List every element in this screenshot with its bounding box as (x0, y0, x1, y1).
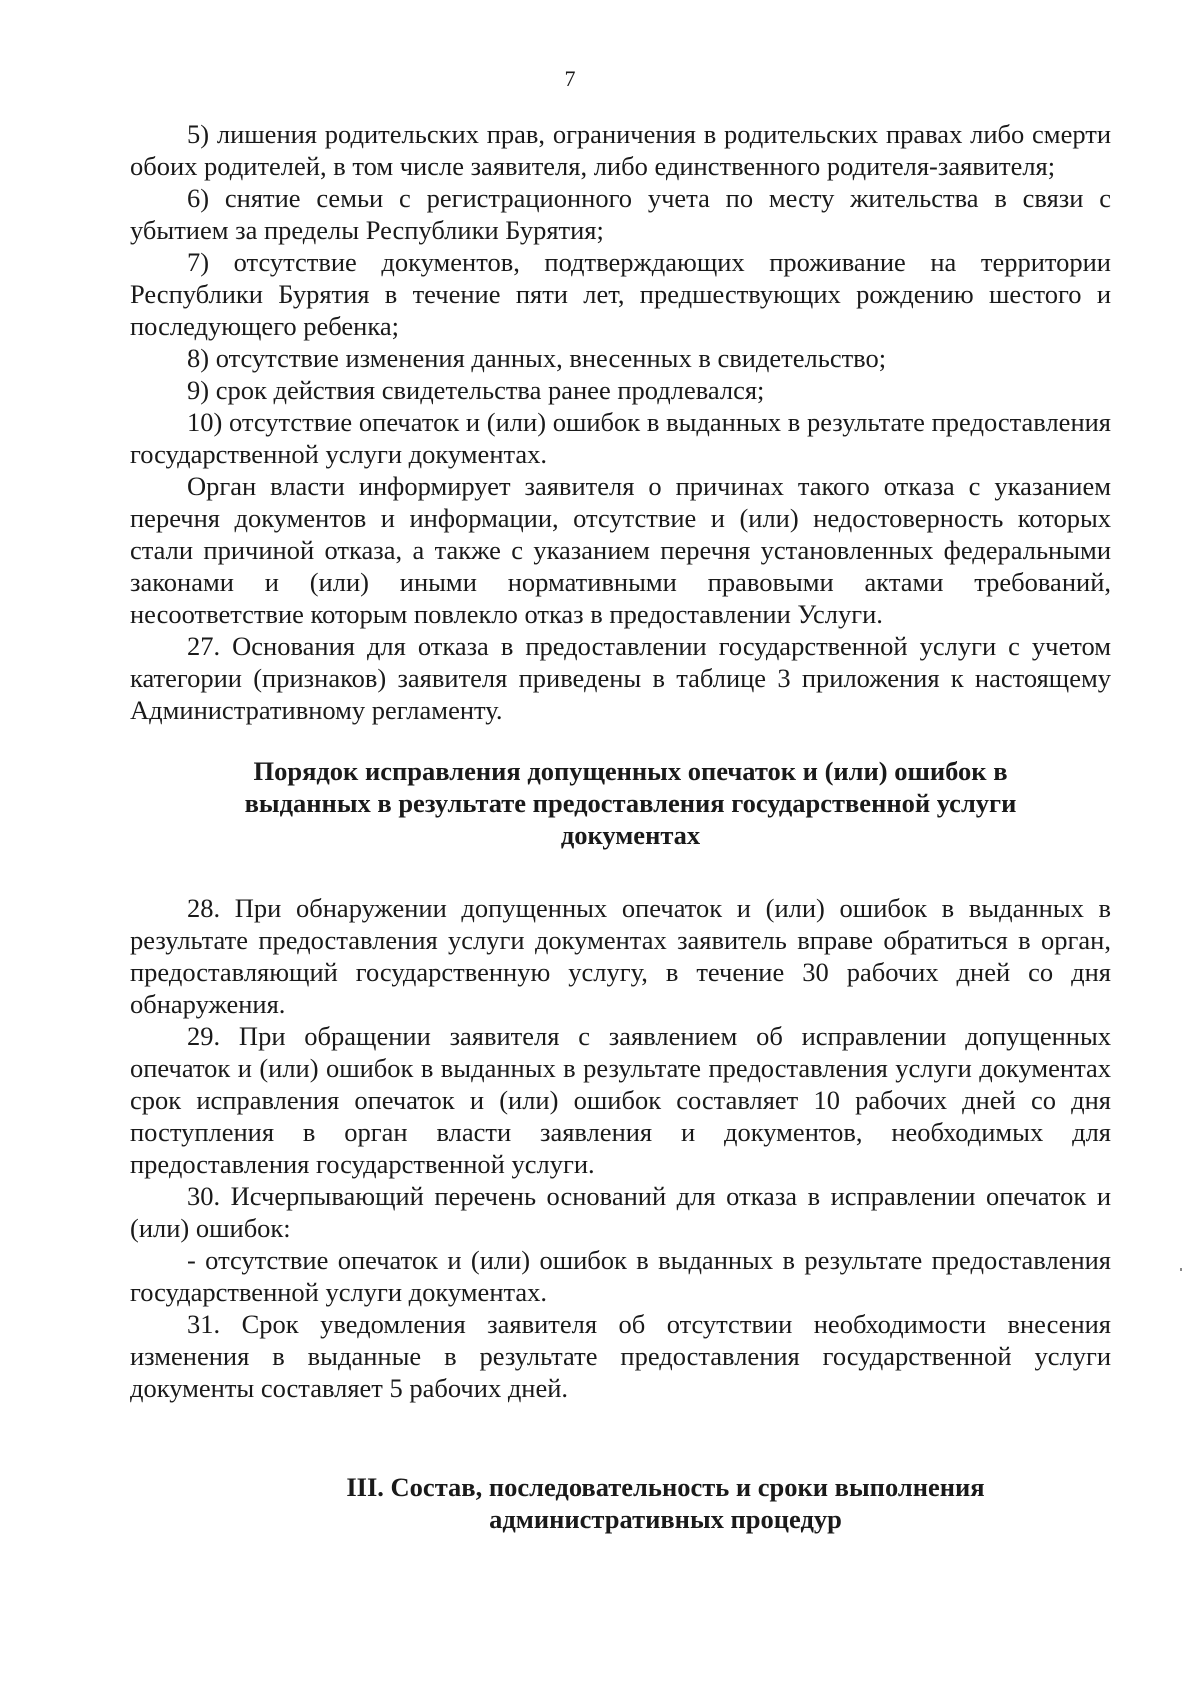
heading-line: документах (560, 820, 701, 850)
document-body (130, 118, 1111, 1535)
heading-line: III. Состав, последовательность и сроки выполнения (346, 1472, 985, 1502)
page-number: 7 (564, 66, 576, 91)
heading-line: выданных в результате предоставления государственной услуги (244, 788, 1017, 818)
scan-speck (1180, 1268, 1182, 1271)
paragraph-item-9: 9) срок действия свидетельства ранее продлевался; (187, 375, 765, 405)
paragraph-authority-informs: Орган власти информирует заявителя о причинах такого отказа с указанием перечня документов и информации, отсутствие и (или) недостоверность которых стали причиной отказа, а также с указанием перечня установленных федеральными законами и (или) иными нормативными правовыми актами требований, несоответствие которым повлекло отказ в предоставлении Услуги. (130, 471, 1111, 629)
paragraph-item-6: 6) снятие семьи с регистрационного учета по месту жительства в связи с убытием за пределы Республики Бурятия; (130, 183, 1111, 245)
paragraph-item-7: 7) отсутствие документов, подтверждающих проживание на территории Республики Бурятия в течение пяти лет, предшествующих рождению шестого и последующего ребенка; (130, 247, 1111, 341)
heading-line: Порядок исправления допущенных опечаток и (или) ошибок в (253, 756, 1008, 786)
paragraph-30-bullet: - отсутствие опечаток и (или) ошибок в выданных в результате предоставления государственной услуги документах. (130, 1245, 1111, 1307)
paragraph-29: 29. При обращении заявителя с заявлением об исправлении допущенных опечаток и (или) ошибок в выданных в результате предоставления услуги документах срок исправления опечаток и (или) ошибок составляет 10 рабочих дней со дня поступления в орган власти заявления и документов, необходимых для предоставления государственной услуги. (130, 1021, 1111, 1179)
paragraph-item-5: 5) лишения родительских прав, ограничения в родительских правах либо смерти обоих родителей, в том числе заявителя, либо единственного родителя-заявителя; (130, 119, 1111, 181)
section-heading-iii (130, 1471, 1111, 1535)
paragraph-28: 28. При обнаружении допущенных опечаток и (или) ошибок в выданных в результате предоставления услуги документах заявитель вправе обратиться в орган, предоставляющий государственную услугу, в течение 30 рабочих дней со дня обнаружения. (130, 893, 1111, 1019)
paragraph-item-10: 10) отсутствие опечаток и (или) ошибок в выданных в результате предоставления государственной услуги документах. (130, 407, 1111, 469)
heading-line: административных процедур (489, 1504, 842, 1534)
paragraph-item-8: 8) отсутствие изменения данных, внесенных в свидетельство; (187, 343, 887, 373)
paragraph-27: 27. Основания для отказа в предоставлении государственной услуги с учетом категории (признаков) заявителя приведены в таблице 3 приложения к настоящему Административному регламенту. (130, 631, 1111, 725)
paragraph-30: 30. Исчерпывающий перечень оснований для отказа в исправлении опечаток и (или) ошибок: (130, 1181, 1111, 1243)
paragraph-31: 31. Срок уведомления заявителя об отсутствии необходимости внесения изменения в выданные в результате предоставления государственной услуги документы составляет 5 рабочих дней. (130, 1309, 1111, 1403)
section-heading-corrections (130, 755, 1111, 851)
